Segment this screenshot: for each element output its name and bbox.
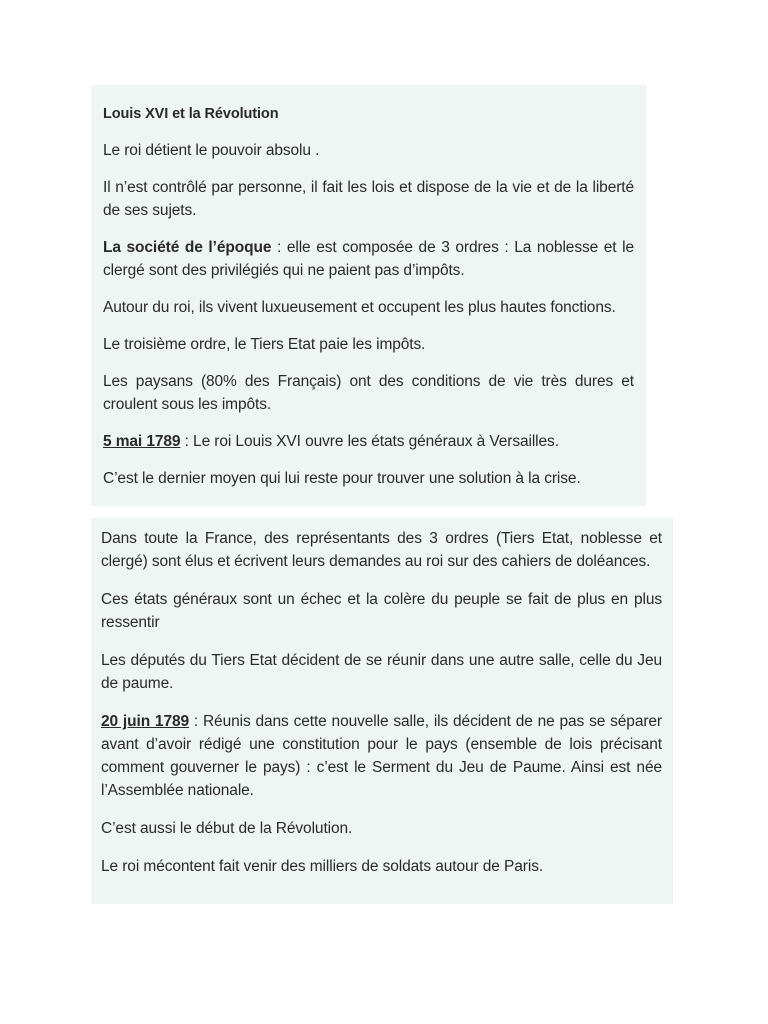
- date-label: 5 mai 1789: [103, 433, 181, 450]
- text-block-2: [91, 518, 673, 904]
- paragraph: [103, 430, 634, 453]
- paragraph-text: : Réunis dans cette nouvelle salle, ils décident de ne pas se séparer avant d’avoir rédigé une constitution pour le pays (ensemble de lois précisant comment gouverner le pays) : c’est le Serment du Jeu de Paume. Ainsi est née l’Assemblée nationale.: [101, 713, 662, 799]
- paragraph: Le troisième ordre, le Tiers Etat paie les impôts.: [103, 336, 426, 353]
- paragraph-text: : elle est composée de 3 ordres : La noblesse et le clergé sont des privilégiés qui ne paient pas d’impôts.: [103, 239, 634, 279]
- paragraph: Il n’est contrôlé par personne, il fait les lois et dispose de la vie et de la liberté de ses sujets.: [103, 179, 634, 219]
- paragraph: Ces états généraux sont un échec et la colère du peuple se fait de plus en plus ressentir: [101, 591, 662, 631]
- paragraph: C’est le dernier moyen qui lui reste pour trouver une solution à la crise.: [103, 470, 581, 487]
- paragraph: Les paysans (80% des Français) ont des conditions de vie très dures et croulent sous les impôts.: [103, 373, 634, 413]
- paragraph: [101, 710, 662, 802]
- document-title: Louis XVI et la Révolution: [103, 106, 279, 122]
- paragraph: Le roi mécontent fait venir des milliers de soldats autour de Paris.: [101, 858, 544, 875]
- paragraph-text: : Le roi Louis XVI ouvre les états généraux à Versailles.: [180, 433, 559, 450]
- paragraph: Dans toute la France, des représentants des 3 ordres (Tiers Etat, noblesse et clergé) sont élus et écrivent leurs demandes au roi sur des cahiers de doléances.: [101, 530, 662, 570]
- paragraph: Les députés du Tiers Etat décident de se réunir dans une autre salle, celle du Jeu de paume.: [101, 652, 662, 692]
- text-block-1: [91, 85, 646, 506]
- paragraph: Le roi détient le pouvoir absolu .: [103, 142, 320, 159]
- paragraph: C’est aussi le début de la Révolution.: [101, 820, 353, 837]
- paragraph: [103, 236, 634, 282]
- paragraph: Autour du roi, ils vivent luxueusement et occupent les plus hautes fonctions.: [103, 299, 616, 316]
- date-label: 20 juin 1789: [101, 713, 190, 730]
- section-label: La société de l’époque: [103, 239, 272, 256]
